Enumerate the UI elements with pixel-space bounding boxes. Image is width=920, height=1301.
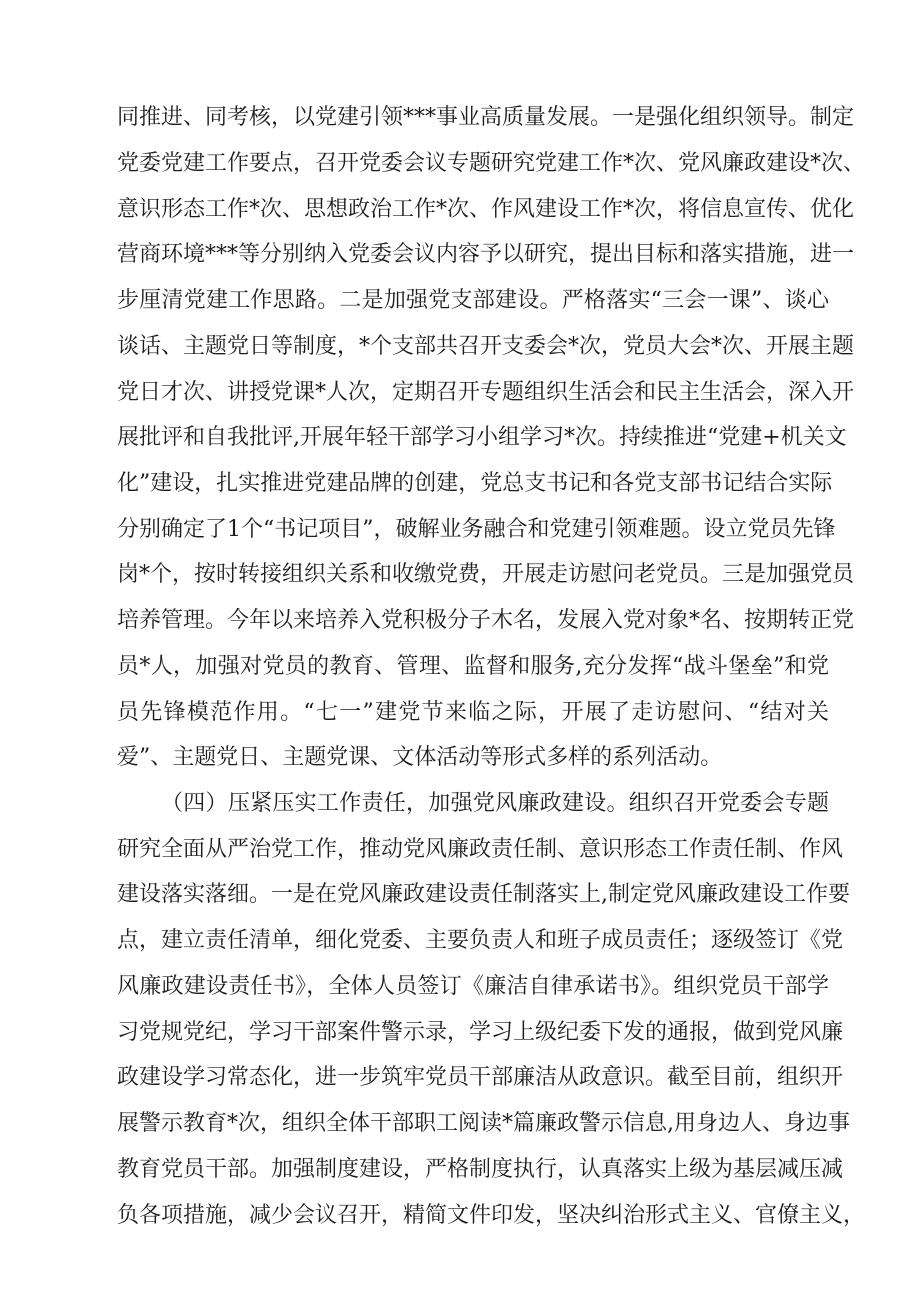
text-line: 习党规党纪，学习干部案件警示录，学习上级纪委下发的通报，做到党风廉 xyxy=(117,1020,844,1045)
text-line: 营商环境***等分别纳入党委会议内容予以研究，提出目标和落实措施，进一 xyxy=(117,242,855,267)
text-line: 员*人，加强对党员的教育、管理、监督和服务,充分发挥“战斗堡垒”和党 xyxy=(117,654,829,679)
text-line: 风廉政建设责任书》，全体人员签订《廉洁自律承诺书》。组织党员干部学 xyxy=(117,974,829,999)
text-line: 分别确定了1个“书记项目”，破解业务融合和党建引领难题。设立党员先锋 xyxy=(117,517,836,542)
text-line: 展批评和自我批评,开展年轻干部学习小组学习*次。持续推进“党建+机关文 xyxy=(117,425,847,450)
text-line: 爱”、主题党日、主题党课、文体活动等形式多样的系列活动。 xyxy=(117,745,723,770)
text-line: 意识形态工作*次、思想政治工作*次、作风建设工作*次，将信息宣传、优化 xyxy=(117,197,855,222)
text-line: 政建设学习常态化，进一步筑牢党员干部廉洁从政意识。截至目前，组织开 xyxy=(117,1065,844,1090)
text-line: 党日才次、讲授党课*人次，定期召开专题组织生活会和民主生活会，深入开 xyxy=(117,380,855,405)
text-line: 点，建立责任清单，细化党委、主要负责人和班子成员责任；逐级签订《党 xyxy=(117,928,844,953)
text-line: 谈话、主题党日等制度，*个支部共召开支委会*次，党员大会*次、开展主题 xyxy=(117,334,855,359)
text-line: 步厘清党建工作思路。二是加强党支部建设。严格落实“三会一课”、谈心 xyxy=(117,288,829,313)
text-line: 建设落实落细。一是在党风廉政建设责任制落实上,制定党风廉政建设工作要 xyxy=(117,882,850,907)
text-line: 化”建设，扎实推进党建品牌的创建，党总支书记和各党支部书记结合实际 xyxy=(117,471,833,496)
text-line: 负各项措施，减少会议召开，精简文件印发，坚决纠治形式主义、官僚主义， xyxy=(117,1203,866,1228)
text-line: 教育党员干部。加强制度建设，严格制度执行，认真落实上级为基层减压减 xyxy=(117,1157,844,1182)
text-line: 员先锋模范作用。“七一”建党节来临之际，开展了走访慰问、“结对关 xyxy=(117,700,829,725)
text-line: 党委党建工作要点，召开党委会议专题研究党建工作*次、党风廉政建设*次、 xyxy=(117,151,866,176)
text-line: 展警示教育*次，组织全体干部职工阅读*篇廉政警示信息,用身边人、身边事 xyxy=(117,1111,850,1136)
text-line: 研究全面从严治党工作，推动党风廉政责任制、意识形态工作责任制、作风 xyxy=(117,837,844,862)
text-line: 同推进、同考核，以党建引领***事业高质量发展。一是强化组织领导。制定 xyxy=(117,105,855,130)
text-line: 培养管理。今年以来培养入党积极分子木名，发展入党对象*名、按期转正党 xyxy=(117,608,855,633)
section-heading-line: （四）压紧压实工作责任，加强党风廉政建设。组织召开党委会专题 xyxy=(161,791,829,816)
text-line: 岗*个，按时转接组织关系和收缴党费，开展走访慰问老党员。三是加强党员 xyxy=(117,562,855,587)
